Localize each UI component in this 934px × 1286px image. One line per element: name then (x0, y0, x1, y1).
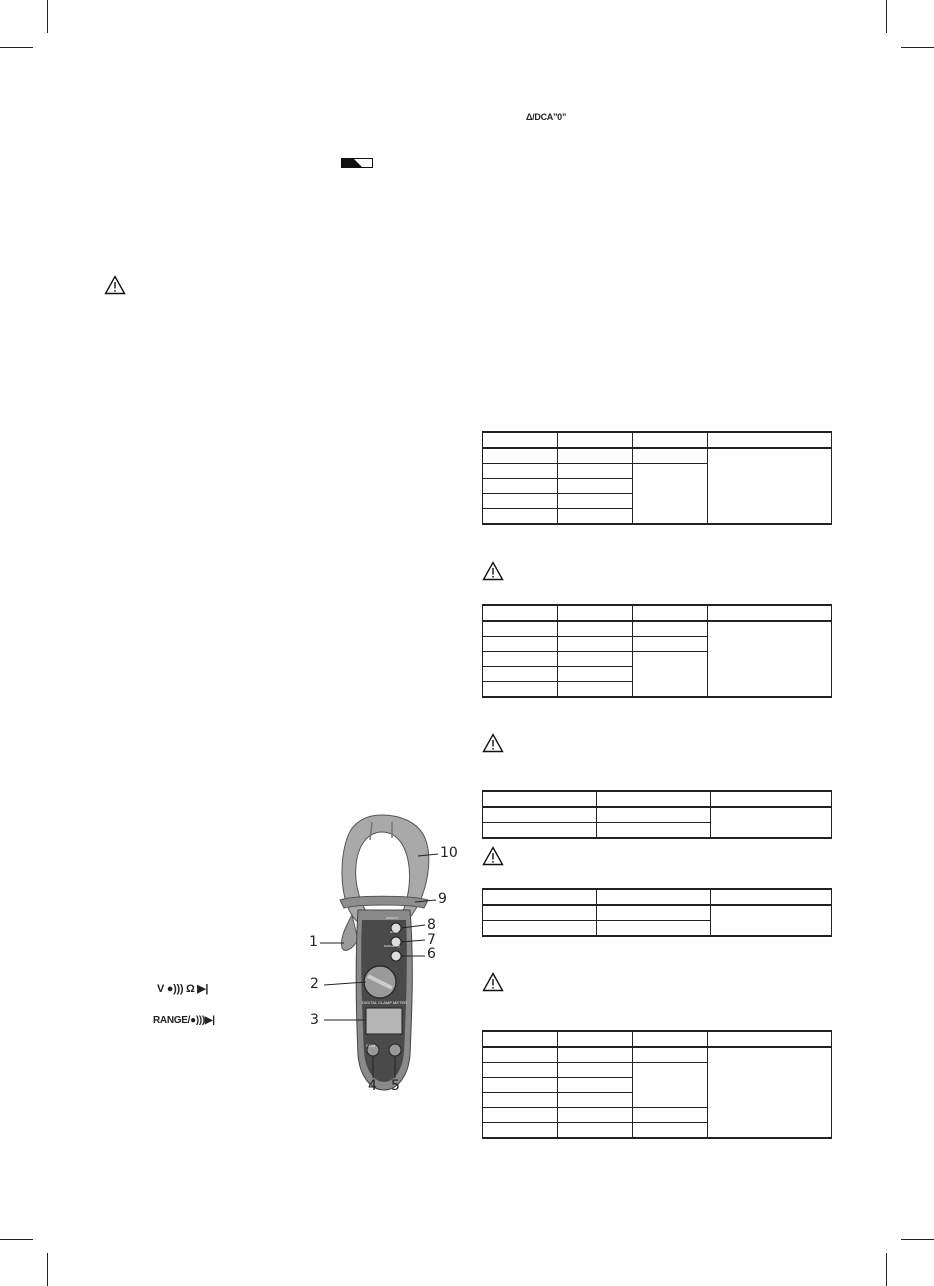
warning-triangle-icon (482, 561, 504, 581)
button-label-delta: Δ/DCA”0” (386, 916, 399, 920)
spec-table-5 (482, 1030, 832, 1139)
com-label: COM (366, 1043, 376, 1048)
warning-triangle-icon (482, 972, 504, 992)
callout-7: 7 (427, 932, 436, 948)
callout-9: 9 (438, 891, 447, 907)
spec-table-1 (482, 431, 832, 525)
range-label: RANGE/●)))▶| (153, 1015, 215, 1026)
callout-2: 2 (310, 976, 319, 992)
crop-mark (901, 1239, 934, 1240)
battery-low-icon (341, 158, 373, 168)
crop-mark (886, 1253, 887, 1286)
device-name-label: DIGITAL CLAMP METER (362, 1000, 408, 1005)
callout-8: 8 (427, 917, 436, 933)
callout-3: 3 (310, 1012, 319, 1028)
crop-mark (0, 1239, 33, 1240)
crop-mark (886, 0, 887, 33)
v-ohm-diode-label: V ●))) Ω ▶| (157, 983, 209, 995)
crop-mark (901, 47, 934, 48)
warning-triangle-icon (482, 733, 504, 753)
spec-table-3 (482, 790, 832, 839)
spec-table-4 (482, 888, 832, 937)
callout-5: 5 (391, 1078, 400, 1094)
delta-dca-label: Δ/DCA”0” (526, 112, 567, 122)
crop-mark (47, 1253, 48, 1286)
crop-mark (47, 0, 48, 33)
callout-1: 1 (309, 934, 318, 950)
callout-4: 4 (368, 1078, 377, 1094)
callout-10: 10 (440, 845, 458, 861)
crop-mark (0, 47, 33, 48)
callout-6: 6 (427, 946, 436, 962)
warning-triangle-icon (104, 275, 126, 295)
button-label-hold: HOLD (390, 930, 399, 934)
warning-triangle-icon (482, 846, 504, 866)
button-label-range: RANGE/●))) (384, 944, 401, 948)
spec-table-2 (482, 604, 832, 698)
